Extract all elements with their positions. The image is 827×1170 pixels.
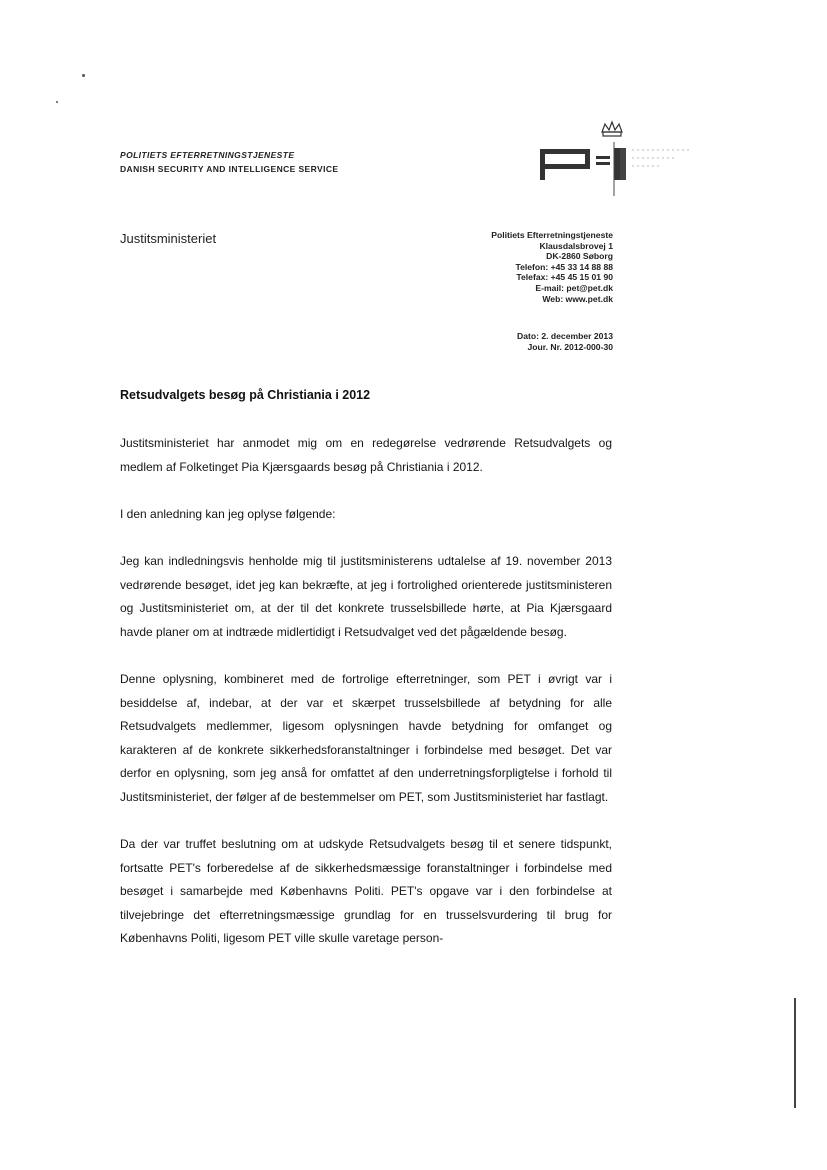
sender-city: DK-2860 Søborg — [546, 251, 613, 262]
paragraph: Da der var truffet beslutning om at udskyde Retsudvalgets besøg til et senere tidspunkt, fortsatte PET's forberedelse af de sikkerhedsmæssige foranstaltninger i forbindelse med besøget i samarbejde med Københavns Politi. PET's opgave var i den forbindelse at tilvejebringe det efterretningsmæssige grundlag for en trusselsvurdering til brug for Københavns Politi, ligesom PET ville skulle varetage person- — [120, 837, 612, 946]
sender-phone: Telefon: +45 33 14 88 88 — [515, 261, 613, 272]
paragraph: Justitsministeriet har anmodet mig om en redegørelse vedrørende Retsudvalgets og medlem af Folketinget Pia Kjærsgaards besøg på Christiania i 2012. — [120, 436, 612, 474]
paragraph: Denne oplysning, kombineret med de fortrolige efterretninger, som PET i øvrigt var i besiddelse af, indebar, at der var et skærpet trusselsbillede af betydning for alle Retsudvalgets medlemmer, ligesom oplysningen havde betydning for omfanget og karakteren af de konkrete sikkerhedsforanstaltninger i forbindelse med besøget. Det var derfor en oplysning, som jeg anså for omfattet af den underretningsforpligtelse i forhold til Justitsministeriet, der følger af de bestemmelser om PET, som Justitsministeriet har fastlagt. — [120, 671, 612, 804]
sender-fax: Telefax: +45 45 15 01 90 — [516, 272, 613, 283]
pet-letters — [540, 142, 690, 196]
organization-name-danish: POLITIETS EFTERRETNINGSTJENESTE — [120, 150, 295, 160]
sender-address — [491, 230, 613, 304]
sender-name: Politiets Efterretningstjeneste — [491, 230, 613, 240]
organization-name — [120, 148, 338, 176]
paragraph: Jeg kan indledningsvis henholde mig til justitsministerens udtalelse af 19. november 2013 vedrørende besøget, idet jeg kan bekræfte, at jeg i fortrolighed orienterede justitsministeren og Justitsministeriet om, at der til det konkrete trusselsbillede hørte, at Pia Kjærsgaard havde planer om at indtræde midlertidigt i Retsudvalget ved det pågældende besøg. — [120, 553, 612, 639]
sender-street: Klausdalsbrovej 1 — [539, 240, 613, 251]
subject-heading: Retsudvalgets besøg på Christiania i 2012 — [120, 388, 371, 402]
organization-name-english: DANISH SECURITY AND INTELLIGENCE SERVICE — [120, 164, 339, 174]
recipient: Justitsministeriet — [120, 231, 217, 246]
scan-speck — [82, 74, 85, 77]
journal-number: Jour. Nr. 2012-000-30 — [527, 341, 613, 352]
sender-email: E-mail: pet@pet.dk — [535, 282, 613, 293]
scan-speck — [56, 101, 58, 103]
crown-icon — [602, 122, 622, 136]
letter-meta — [517, 331, 613, 352]
sender-web: Web: www.pet.dk — [542, 293, 613, 304]
paragraph: I den anledning kan jeg oplyse følgende: — [120, 506, 336, 521]
pet-logo — [530, 120, 700, 200]
letter-body — [120, 432, 612, 975]
margin-mark — [794, 998, 796, 1108]
letter-date: Dato: 2. december 2013 — [516, 331, 613, 341]
